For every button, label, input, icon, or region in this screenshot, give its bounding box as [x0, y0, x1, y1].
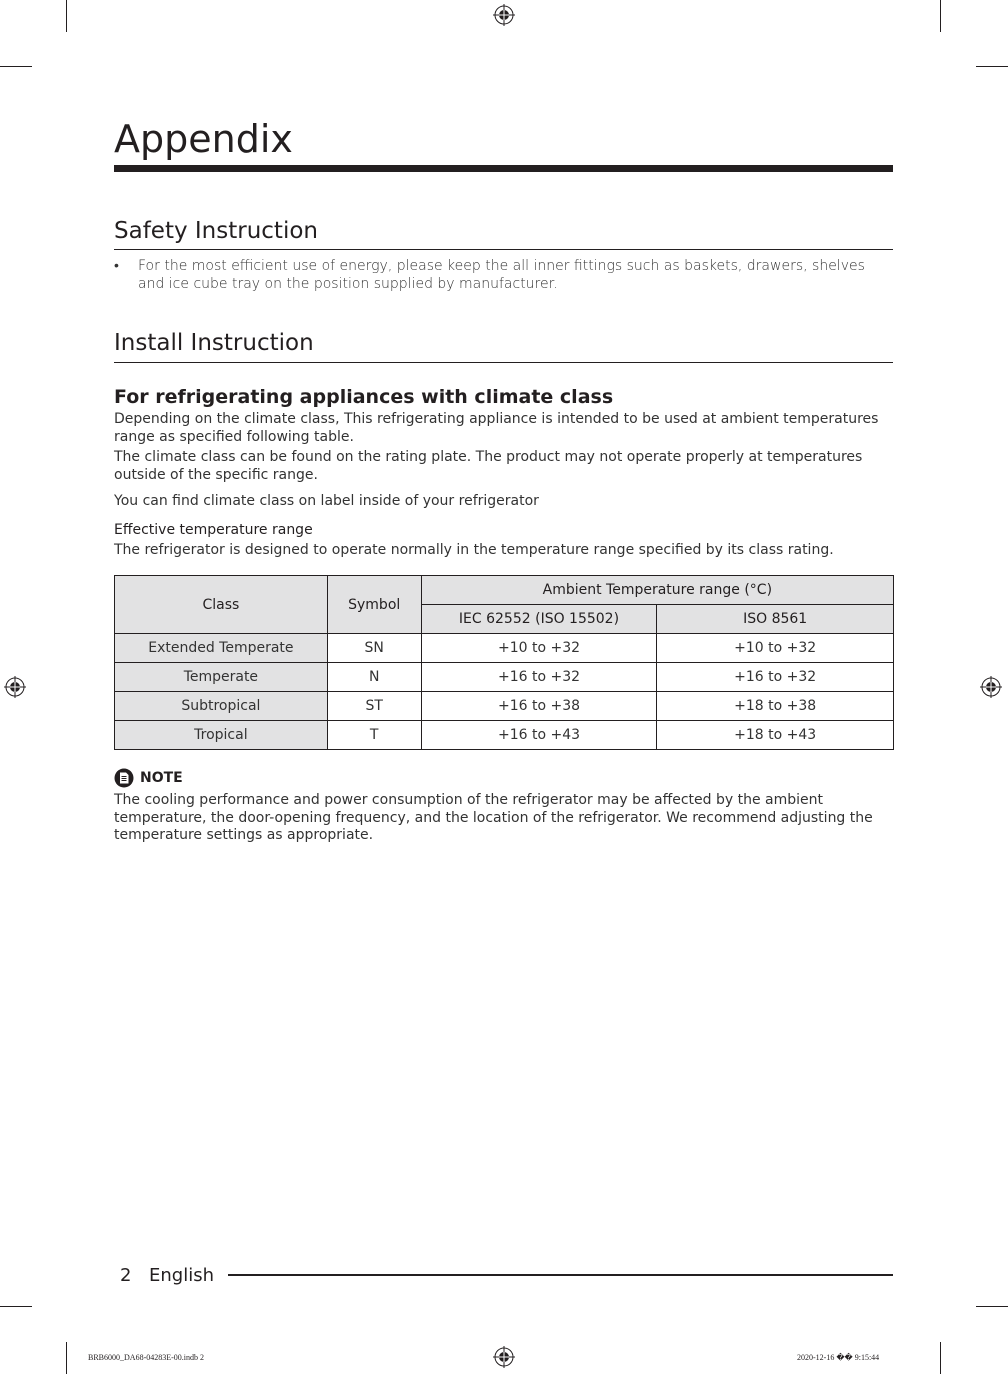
cell-iec: +16 to +38: [421, 692, 657, 721]
safety-bullet-text: For the most efficient use of energy, please keep the all inner fittings such as baskets, drawers, shelves and ice cube tray on the position supplied by manufacturer.: [138, 258, 865, 292]
climate-class-subheading: For refrigerating appliances with climate class: [114, 386, 614, 408]
note-label: NOTE: [140, 770, 183, 786]
cell-iec: +16 to +43: [421, 721, 657, 750]
cell-class: Temperate: [115, 663, 328, 692]
registration-mark-icon: [4, 676, 26, 698]
slug-timestamp: 2020-12-16 �� 9:15:44: [797, 1353, 880, 1362]
cell-iso: +16 to +32: [657, 663, 894, 692]
title-rule: [114, 165, 893, 172]
note-text: The cooling performance and power consumption of the refrigerator may be affected by the ambient temperature, the door-opening frequency, and the location of the refrigerator. We recommend adjusting the temperature settings as appropriate.: [114, 792, 873, 843]
note-icon: [114, 768, 134, 788]
cell-class: Extended Temperate: [115, 634, 328, 663]
safety-heading: Safety Instruction: [114, 218, 318, 244]
crop-mark: [66, 1342, 67, 1374]
crop-mark: [0, 1306, 32, 1307]
registration-mark-icon: [493, 1346, 515, 1368]
registration-mark-icon: [493, 4, 515, 26]
table-row: [115, 692, 894, 721]
page-number: 2: [120, 1265, 132, 1286]
page-language: English: [149, 1265, 214, 1286]
table-header-row: [115, 576, 894, 605]
bullet-dot: •: [114, 258, 119, 274]
header-ambient: Ambient Temperature range (°C): [421, 576, 893, 605]
crop-mark: [66, 0, 67, 32]
table-row: [115, 634, 894, 663]
cell-iec: +16 to +32: [421, 663, 657, 692]
table-row: [115, 721, 894, 750]
cell-iso: +18 to +43: [657, 721, 894, 750]
crop-mark: [976, 1306, 1008, 1307]
header-iec: IEC 62552 (ISO 15502): [421, 605, 657, 634]
paragraph: Depending on the climate class, This refrigerating appliance is intended to be used at ambient temperatures range as specified following table.: [114, 411, 879, 445]
crop-mark: [0, 66, 32, 67]
cell-symbol: N: [327, 663, 421, 692]
crop-mark: [940, 0, 941, 32]
safety-rule: [114, 249, 893, 250]
install-heading: Install Instruction: [114, 330, 314, 356]
cell-symbol: ST: [327, 692, 421, 721]
footer-rule: [228, 1274, 893, 1276]
install-rule: [114, 362, 893, 363]
registration-mark-icon: [980, 676, 1002, 698]
cell-iso: +10 to +32: [657, 634, 894, 663]
cell-class: Tropical: [115, 721, 328, 750]
crop-mark: [940, 1342, 941, 1374]
cell-class: Subtropical: [115, 692, 328, 721]
cell-iec: +10 to +32: [421, 634, 657, 663]
cell-iso: +18 to +38: [657, 692, 894, 721]
range-text: The refrigerator is designed to operate normally in the temperature range specified by its class rating.: [114, 542, 834, 558]
page-title: Appendix: [114, 117, 293, 161]
crop-mark: [976, 66, 1008, 67]
cell-symbol: SN: [327, 634, 421, 663]
header-iso: ISO 8561: [657, 605, 894, 634]
slug-file: BRB6000_DA68-04283E-00.indb 2: [88, 1353, 204, 1362]
header-class: Class: [115, 576, 328, 634]
climate-class-table: [114, 575, 894, 750]
paragraph: The climate class can be found on the rating plate. The product may not operate properly at temperatures outside of the specific range.: [114, 449, 863, 483]
header-symbol: Symbol: [327, 576, 421, 634]
cell-symbol: T: [327, 721, 421, 750]
range-title: Effective temperature range: [114, 522, 313, 538]
table-row: [115, 663, 894, 692]
paragraph: You can find climate class on label inside of your refrigerator: [114, 493, 539, 509]
safety-bullet: [114, 258, 893, 293]
